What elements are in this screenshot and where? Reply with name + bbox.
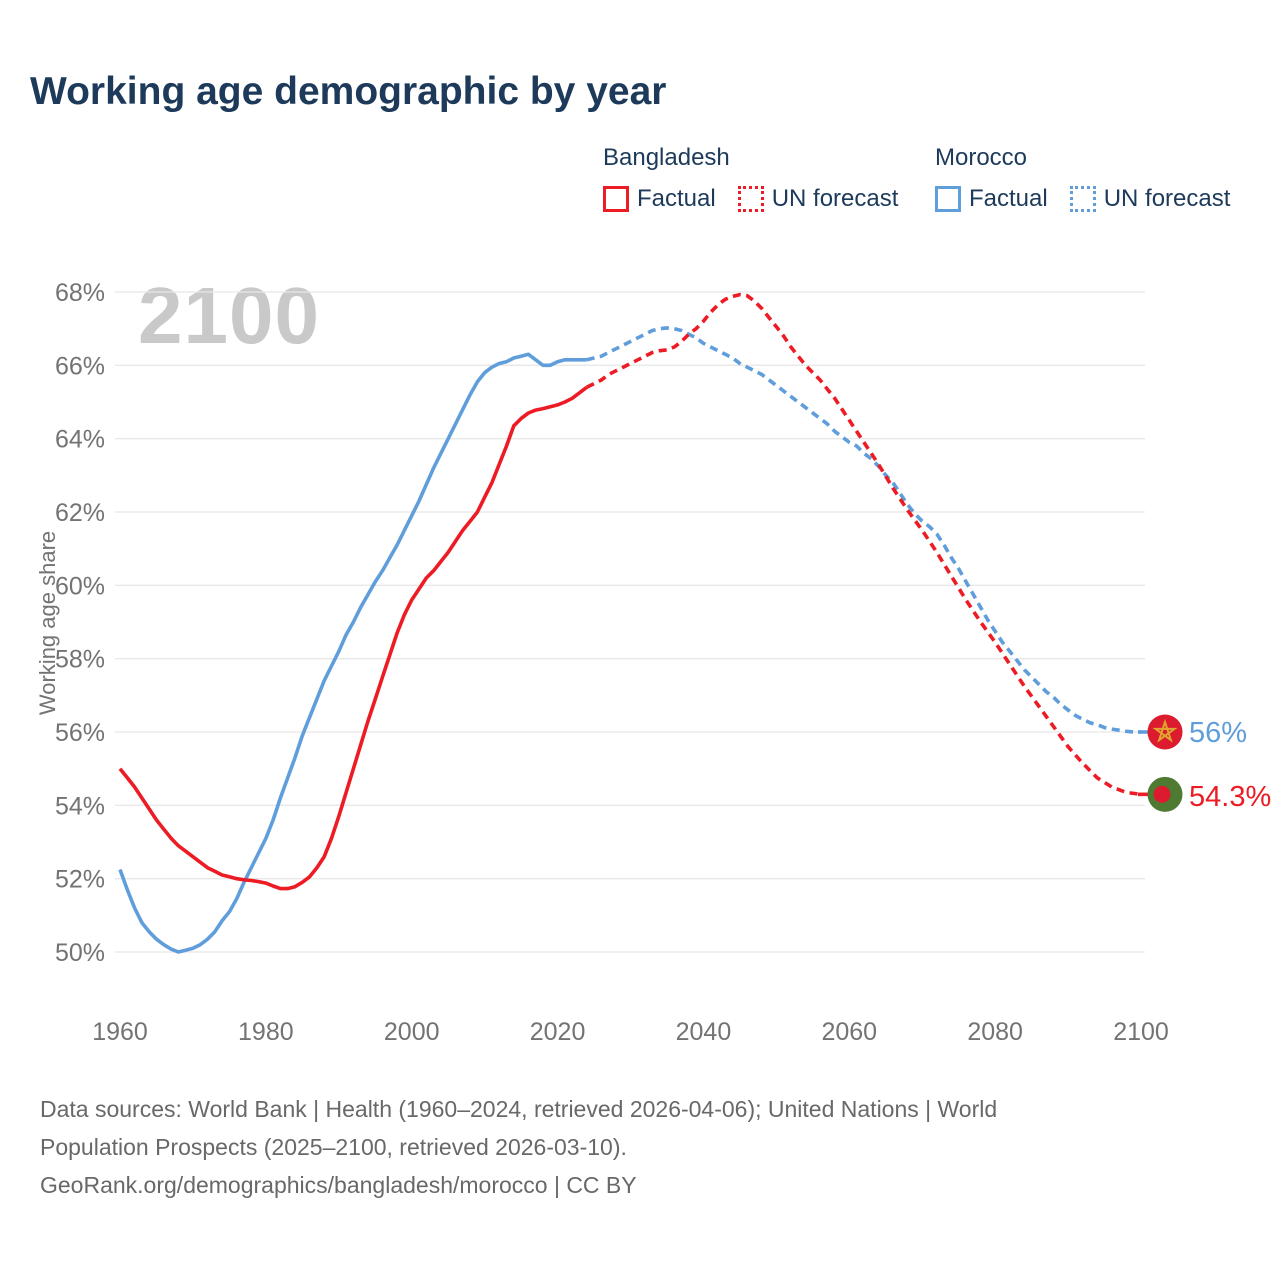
y-tick-label: 60% (54, 572, 105, 601)
y-axis-title: Working age share (35, 530, 60, 716)
x-tick-label: 2000 (383, 1018, 440, 1046)
morocco-un-forecast-line (587, 328, 1141, 732)
bangladesh-un-forecast-line (587, 295, 1141, 795)
y-tick-label: 58% (54, 645, 105, 674)
legend-country-label: Bangladesh (603, 144, 730, 171)
y-tick-label: 68% (54, 279, 105, 307)
x-tick-label: 2040 (675, 1018, 732, 1046)
x-tick-label: 2080 (967, 1018, 1023, 1046)
solid-line-swatch-icon (935, 186, 961, 212)
watermark-year: 2100 (138, 271, 320, 360)
solid-line-swatch-icon (603, 186, 629, 212)
legend-group-morocco (935, 144, 1252, 213)
footer-line: GeoRank.org/demographics/bangladesh/morocco | CC BY (40, 1172, 637, 1198)
y-tick-label: 66% (54, 352, 105, 381)
legend-item-bangladesh-factual (603, 185, 716, 213)
x-tick-label: 2100 (1113, 1018, 1169, 1046)
y-tick-label: 52% (54, 865, 105, 894)
legend-item-label: Factual (969, 185, 1048, 212)
bangladesh-flag-dot (1154, 786, 1171, 803)
legend-item-morocco-factual (935, 185, 1048, 213)
page-title: Working age demographic by year (30, 70, 667, 113)
legend-item-label: Factual (637, 185, 716, 212)
x-tick-label: 1980 (238, 1018, 294, 1046)
bangladesh-factual-line (120, 387, 587, 888)
y-tick-label: 56% (54, 719, 105, 747)
dashed-line-swatch-icon (738, 186, 764, 212)
y-tick-label: 54% (54, 792, 105, 821)
data-sources-note (40, 1090, 1150, 1204)
dashed-line-swatch-icon (1070, 186, 1096, 212)
end-value-label-bangladesh: 54.3% (1189, 781, 1272, 813)
legend-group-bangladesh (603, 144, 920, 213)
x-tick-label: 1960 (92, 1018, 148, 1046)
morocco-factual-line (120, 354, 587, 952)
legend-item-morocco-forecast (1070, 185, 1231, 213)
y-tick-label: 64% (54, 425, 105, 454)
x-tick-label: 2060 (821, 1018, 878, 1046)
end-value-label-morocco: 56% (1189, 717, 1248, 749)
legend-item-label: UN forecast (771, 185, 899, 212)
y-tick-label: 50% (54, 939, 105, 967)
x-tick-label: 2020 (529, 1018, 586, 1046)
legend-item-label: UN forecast (1103, 185, 1231, 212)
legend-country-label: Morocco (935, 144, 1028, 171)
footer-line: Data sources: World Bank | Health (1960–2024, retrieved 2026-04-06); United Nations | World (40, 1096, 998, 1122)
legend-item-bangladesh-forecast (738, 185, 899, 213)
footer-line: Population Prospects (2025–2100, retrieved 2026-03-10). (40, 1134, 627, 1160)
y-tick-label: 62% (54, 499, 105, 527)
